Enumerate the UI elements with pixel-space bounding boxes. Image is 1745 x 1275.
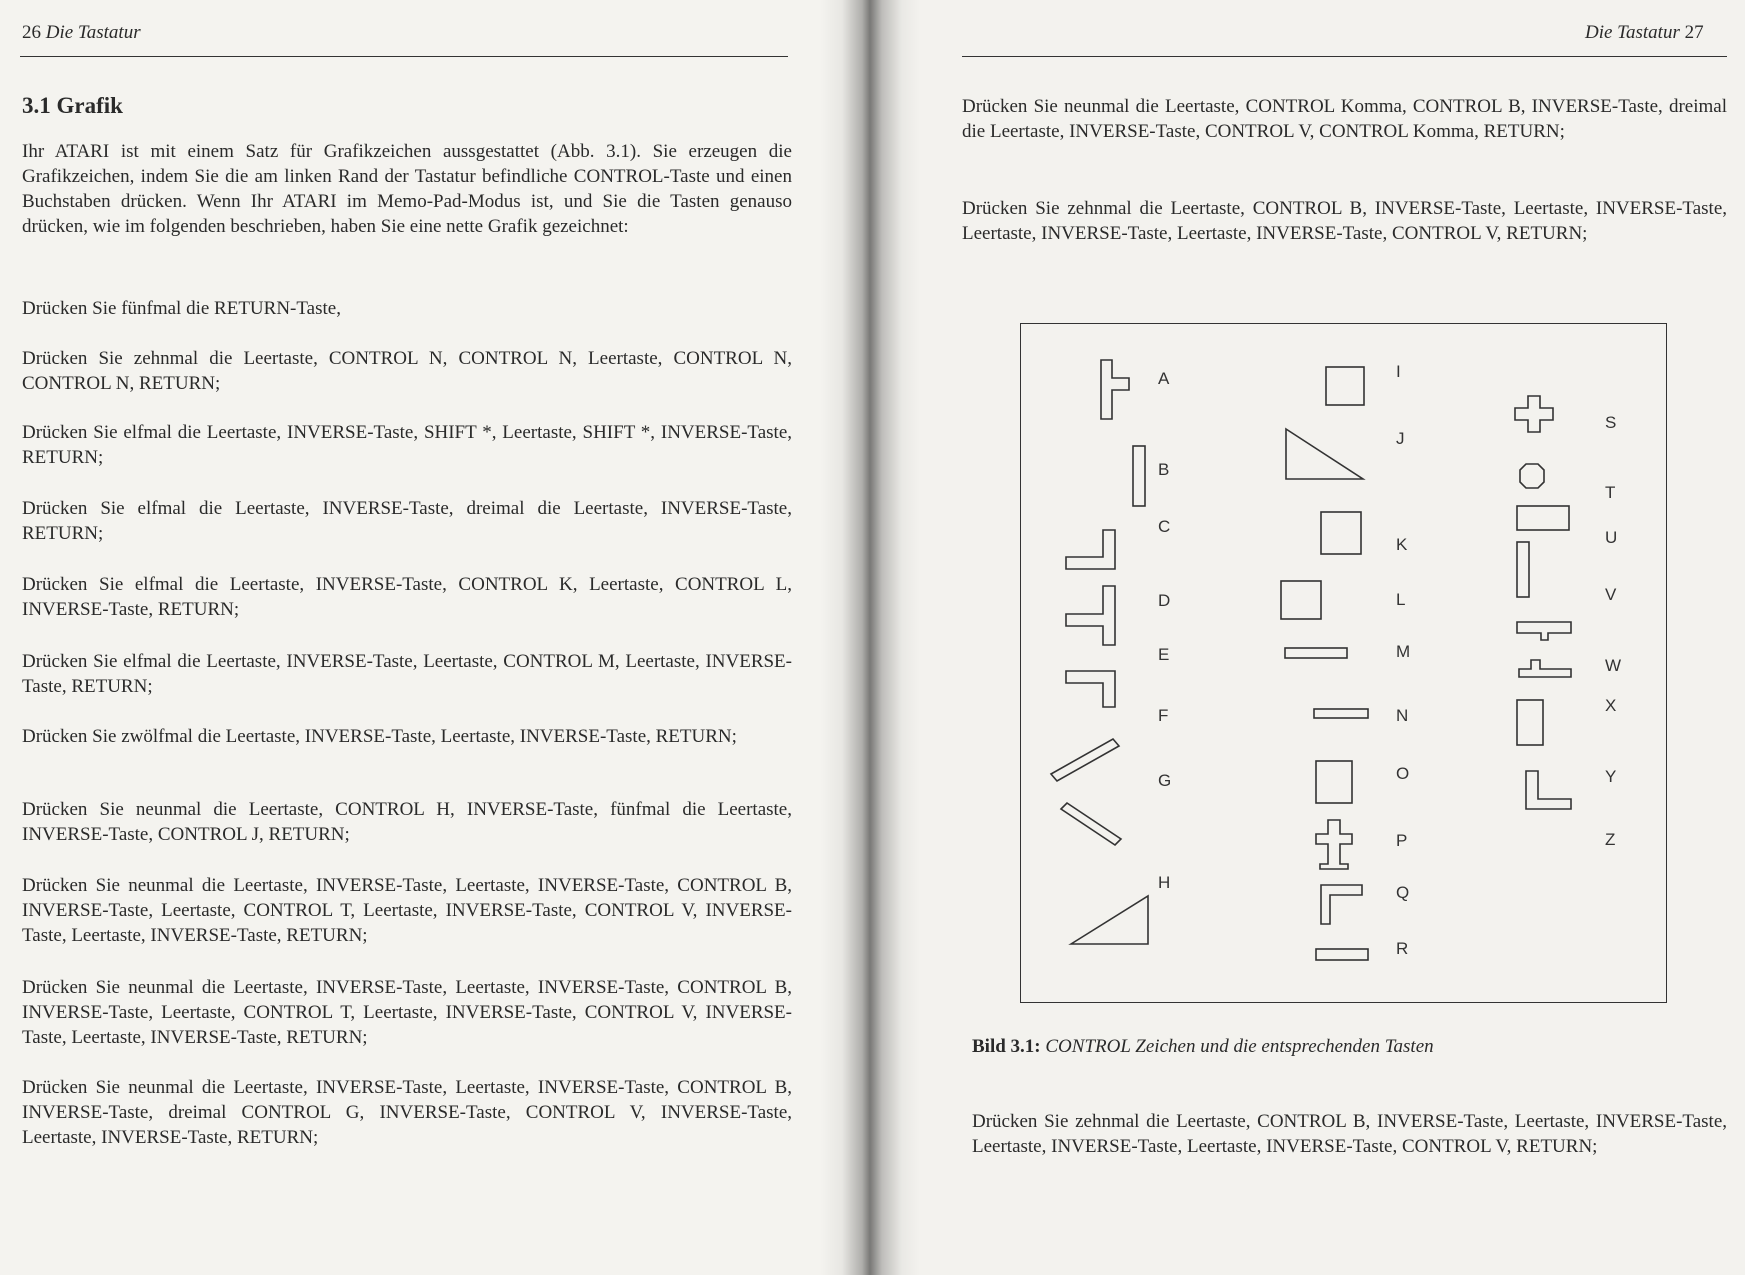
left-page — [0, 0, 850, 1275]
book-gutter-shadow — [820, 0, 920, 1275]
left-page-number: 26 — [22, 22, 41, 43]
glyph-m-icon — [1285, 648, 1347, 658]
left-paragraph: Drücken Sie elfmal die Leertaste, INVERSE-Taste, Leertaste, CONTROL M, Leertaste, INVERSE-Taste, RETURN; — [22, 651, 792, 697]
glyph-f-icon — [1051, 739, 1119, 781]
glyph-h-icon — [1071, 896, 1148, 944]
glyph-i-icon — [1326, 367, 1364, 405]
figure-drawing — [1021, 324, 1668, 1004]
label-v: V — [1605, 585, 1617, 604]
glyph-a-icon — [1101, 360, 1129, 419]
label-n: N — [1396, 706, 1409, 725]
left-paragraph: Drücken Sie elfmal die Leertaste, INVERSE-Taste, CONTROL K, Leertaste, CONTROL L, INVERSE-Taste, RETURN; — [22, 574, 792, 620]
figure-caption — [972, 1036, 1434, 1058]
label-p: P — [1396, 831, 1408, 850]
left-paragraph: Ihr ATARI ist mit einem Satz für Grafikzeichen aussgestattet (Abb. 3.1). Sie erzeugen die Grafikzeichen, indem Sie die am linken Rand der Tastatur befindliche CONTROL-Taste und einen Buchstaben drücken. Wenn Ihr ATARI im Memo-Pad-Modus ist, und Sie die Tasten genauso drücken, wie im folgenden beschrieben, haben Sie eine nette Grafik gezeichnet: — [22, 141, 792, 237]
left-running-title: Die Tastatur — [45, 22, 141, 43]
glyph-v-icon — [1517, 542, 1529, 597]
glyph-z-icon — [1526, 771, 1571, 809]
right-paragraph: Drücken Sie neunmal die Leertaste, CONTROL Komma, CONTROL B, INVERSE-Taste, dreimal die Leertaste, INVERSE-Taste, CONTROL V, CONTROL Komma, RETURN; — [962, 96, 1727, 142]
left-paragraph: Drücken Sie neunmal die Leertaste, INVERSE-Taste, Leertaste, INVERSE-Taste, CONTROL B, INVERSE-Taste, Leertaste, CONTROL T, Leertaste, INVERSE-Taste, CONTROL V, INVERSE-Taste, Leertaste, INVERSE-Taste, RETURN; — [22, 977, 792, 1048]
left-paragraph: Drücken Sie neunmal die Leertaste, CONTROL H, INVERSE-Taste, fünfmal die Leertaste, INVERSE-Taste, CONTROL J, RETURN; — [22, 799, 792, 845]
label-s: S — [1605, 413, 1617, 432]
left-paragraph: Drücken Sie zwölfmal die Leertaste, INVERSE-Taste, Leertaste, INVERSE-Taste, RETURN; — [22, 726, 737, 747]
right-header-rule — [962, 56, 1727, 57]
right-page-number: 27 — [1684, 22, 1704, 43]
glyph-r-icon — [1316, 949, 1368, 960]
label-l: L — [1396, 590, 1406, 609]
glyph-g-icon — [1061, 803, 1121, 845]
label-b: B — [1158, 460, 1170, 479]
glyph-t-icon — [1520, 464, 1544, 488]
right-paragraph: Drücken Sie zehnmal die Leertaste, CONTROL B, INVERSE-Taste, Leertaste, INVERSE-Taste, Leertaste, INVERSE-Taste, Leertaste, INVERSE-Taste, CONTROL V, RETURN; — [962, 198, 1727, 244]
left-paragraph: Drücken Sie elfmal die Leertaste, INVERSE-Taste, dreimal die Leertaste, INVERSE-Taste, RETURN; — [22, 498, 792, 544]
section-title: 3.1 Grafik — [22, 93, 123, 118]
right-running-title: Die Tastatur — [1585, 22, 1680, 43]
label-z: Z — [1605, 830, 1616, 849]
left-paragraph: Drücken Sie elfmal die Leertaste, INVERSE-Taste, SHIFT *, Leertaste, SHIFT *, INVERSE-Taste, RETURN; — [22, 422, 792, 468]
label-g: G — [1158, 771, 1172, 790]
glyph-j-icon — [1286, 429, 1363, 479]
left-header-rule — [20, 56, 788, 57]
left-paragraph: Drücken Sie neunmal die Leertaste, INVERSE-Taste, Leertaste, INVERSE-Taste, CONTROL B, INVERSE-Taste, Leertaste, CONTROL T, Leertaste, INVERSE-Taste, CONTROL V, INVERSE-Taste, Leertaste, INVERSE-Taste, RETURN; — [22, 875, 792, 946]
glyph-n-icon — [1314, 709, 1368, 718]
glyph-o-icon — [1316, 761, 1352, 803]
right-paragraph: Drücken Sie zehnmal die Leertaste, CONTROL B, INVERSE-Taste, Leertaste, INVERSE-Taste, Leertaste, INVERSE-Taste, Leertaste, INVERSE-Taste, CONTROL V, RETURN; — [972, 1111, 1727, 1157]
left-running-head — [22, 22, 141, 44]
left-paragraph: Drücken Sie zehnmal die Leertaste, CONTROL N, CONTROL N, Leertaste, CONTROL N, CONTROL N, RETURN; — [22, 348, 792, 394]
label-k: K — [1396, 535, 1408, 554]
label-m: M — [1396, 642, 1411, 661]
left-paragraph: Drücken Sie fünfmal die RETURN-Taste, — [22, 298, 341, 319]
label-o: O — [1396, 764, 1410, 783]
glyph-l-icon — [1281, 581, 1321, 619]
glyph-x-icon — [1519, 660, 1571, 677]
caption-number: Bild 3.1: — [972, 1036, 1041, 1057]
left-paragraph: Drücken Sie neunmal die Leertaste, INVERSE-Taste, Leertaste, INVERSE-Taste, CONTROL B, INVERSE-Taste, dreimal CONTROL G, INVERSE-Taste, CONTROL V, INVERSE-Taste, Leertaste, INVERSE-Taste, RETURN; — [22, 1077, 792, 1148]
glyph-k-icon — [1321, 512, 1361, 554]
glyph-q-icon — [1321, 885, 1362, 924]
label-c: C — [1158, 517, 1171, 536]
glyph-s-icon — [1515, 396, 1553, 432]
label-x: X — [1605, 696, 1617, 715]
right-running-head — [1585, 22, 1704, 44]
glyph-b-icon — [1133, 446, 1145, 506]
label-q: Q — [1396, 883, 1410, 902]
glyph-y-icon — [1517, 700, 1543, 745]
label-i: I — [1396, 362, 1401, 381]
glyph-d-icon — [1066, 586, 1115, 645]
label-u: U — [1605, 528, 1618, 547]
control-characters-figure — [1020, 323, 1667, 1003]
label-d: D — [1158, 591, 1171, 610]
glyph-c-icon — [1066, 530, 1115, 569]
label-w: W — [1605, 656, 1622, 675]
caption-text: CONTROL Zeichen und die entsprechenden Tasten — [1045, 1036, 1434, 1057]
glyph-w-icon — [1517, 622, 1571, 640]
label-a: A — [1158, 369, 1170, 388]
glyph-p-icon — [1316, 820, 1352, 869]
label-j: J — [1396, 429, 1405, 448]
label-e: E — [1158, 645, 1170, 664]
label-t: T — [1605, 483, 1616, 502]
label-f: F — [1158, 706, 1169, 725]
label-r: R — [1396, 939, 1409, 958]
label-y: Y — [1605, 767, 1617, 786]
glyph-e-icon — [1066, 671, 1115, 707]
label-h: H — [1158, 873, 1171, 892]
glyph-u-icon — [1517, 506, 1569, 530]
